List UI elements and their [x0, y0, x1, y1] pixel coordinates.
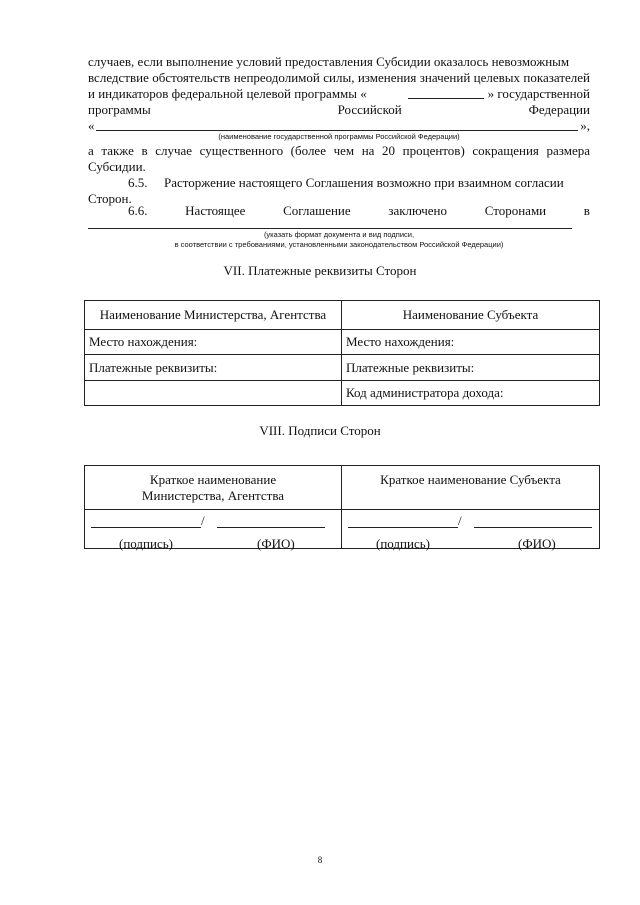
- subject-payment-label: Платежные реквизиты:: [342, 355, 600, 381]
- format-blank-line: [88, 228, 572, 229]
- clause-6-6-word-1: Настоящее: [185, 203, 246, 218]
- text-line-3: [88, 86, 590, 102]
- clause-6-6-word-3: заключено: [388, 203, 448, 218]
- text-line-7: [88, 159, 146, 175]
- text-line-2: [88, 70, 590, 86]
- text-line-1-content: случаев, если выполнение условий предоставления Субсидии оказалось невозможным: [88, 54, 570, 69]
- quote-close: »,: [580, 118, 590, 133]
- signature-col-ministry-header: [85, 466, 342, 510]
- text-line-6: [88, 143, 590, 159]
- clause-6-5-number: 6.5.: [128, 175, 148, 190]
- subject-location-label: Место нахождения:: [342, 330, 600, 355]
- signature-col-subject-header: Краткое наименование Субъекта: [342, 466, 600, 510]
- gov-program-blank: [96, 130, 578, 131]
- ministry-signature-cell: [85, 510, 342, 549]
- ministry-signature-label: (подпись): [119, 536, 173, 551]
- text-line-9-content: Сторон.: [88, 191, 132, 206]
- text-line-7-content: Субсидии.: [88, 159, 146, 174]
- signatures-table: [84, 465, 600, 549]
- ministry-signature-line: [91, 527, 201, 528]
- signature-col-ministry-header-line-1: Краткое наименование: [149, 471, 277, 487]
- payment-details-table: [84, 300, 600, 406]
- signature-col-ministry-header-line-2: Министерства, Агентства: [141, 487, 285, 503]
- subject-signature-row: [348, 513, 593, 551]
- clause-6-6: [128, 203, 590, 219]
- ministry-payment-label: Платежные реквизиты:: [85, 355, 342, 381]
- subject-revenue-admin-code-label: Код администратора дохода:: [342, 381, 600, 406]
- clause-6-6-word-2: Соглашение: [283, 203, 351, 218]
- word-programmy: программы: [88, 102, 151, 117]
- text-line-6-content: а также в случае существенного (более чем на 20 процентов) сокращения размера: [88, 143, 590, 158]
- word-rossiyskoy: Российской: [337, 102, 402, 117]
- section-7-title: VII. Платежные реквизиты Сторон: [223, 263, 417, 278]
- ministry-signature-row: [91, 513, 335, 551]
- clause-6-6-word-5: в: [583, 203, 590, 218]
- payment-col-ministry-header: Наименование Министерства, Агентства: [85, 301, 342, 330]
- subject-name-line: [474, 527, 592, 528]
- ministry-signature-slash: /: [201, 513, 205, 528]
- subject-name-label: (ФИО): [518, 536, 556, 551]
- section-8-title: VIII. Подписи Сторон: [259, 423, 381, 438]
- ministry-empty-cell: [85, 381, 342, 406]
- note-gov-program: (наименование государственной программы Российской Федерации): [218, 132, 460, 141]
- ministry-name-label: (ФИО): [257, 536, 295, 551]
- text-line-9: [88, 191, 132, 207]
- word-federatsii: Федерации: [528, 102, 590, 117]
- quote-open: «: [88, 118, 95, 133]
- note-format-line-1: (указать формат документа и вид подписи,: [263, 230, 415, 239]
- text-line-4: [88, 102, 590, 118]
- program-name-blank: [408, 98, 484, 99]
- text-line-2-content: вследствие обстоятельств непреодолимой силы, изменения значений целевых показателей: [88, 70, 590, 85]
- ministry-name-line: [217, 527, 325, 528]
- page-number: 8: [317, 855, 323, 865]
- subject-signature-label: (подпись): [376, 536, 430, 551]
- ministry-location-label: Место нахождения:: [85, 330, 342, 355]
- text-line-1: [88, 54, 590, 70]
- text-line-3-left: и индикаторов федеральной целевой программы «: [88, 86, 367, 101]
- clause-6-5-text: Расторжение настоящего Соглашения возможно при взаимном согласии: [164, 175, 564, 190]
- payment-col-subject-header: Наименование Субъекта: [342, 301, 600, 330]
- subject-signature-line: [348, 527, 458, 528]
- clause-6-6-word-4: Сторонами: [484, 203, 547, 218]
- subject-signature-slash: /: [458, 513, 462, 528]
- clause-6-6-number: 6.6.: [128, 203, 148, 218]
- text-line-3-right: » государственной: [487, 86, 590, 101]
- note-format-line-2: в соответствии с требованиями, установленными законодательством Российской Федерации): [174, 240, 504, 249]
- subject-signature-cell: [342, 510, 600, 549]
